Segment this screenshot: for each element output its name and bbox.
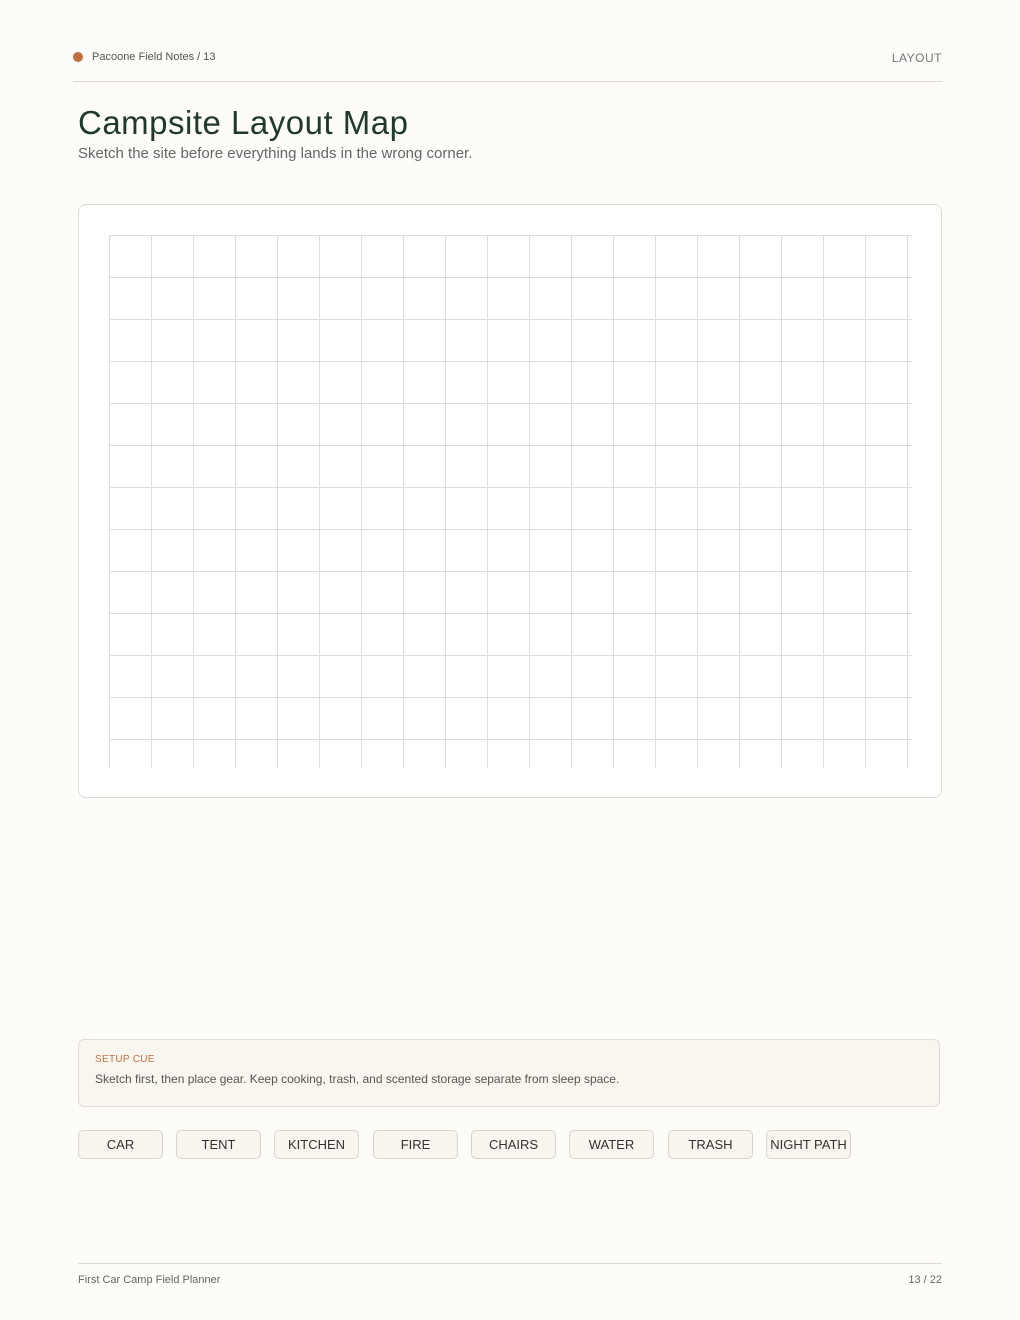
page-subtitle: Sketch the site before everything lands in the wrong corner. <box>78 145 473 162</box>
page-footer <box>78 1263 942 1286</box>
tag-kitchen[interactable]: KITCHEN <box>274 1130 359 1159</box>
sketch-grid[interactable] <box>109 235 912 768</box>
setup-cue-text: Sketch first, then place gear. Keep cooking, trash, and scented storage separate from sleep space. <box>95 1072 620 1086</box>
brand-dot-icon <box>73 52 83 62</box>
tag-chairs[interactable]: CHAIRS <box>471 1130 556 1159</box>
tag-water[interactable]: WATER <box>569 1130 654 1159</box>
setup-cue-box <box>78 1039 940 1107</box>
page-header <box>73 50 942 82</box>
page-title: Campsite Layout Map <box>78 104 409 141</box>
brand-label: Pacoone Field Notes / 13 <box>92 51 216 63</box>
tag-night-path[interactable]: NIGHT PATH <box>766 1130 851 1159</box>
tag-tent[interactable]: TENT <box>176 1130 261 1159</box>
tag-car[interactable]: CAR <box>78 1130 163 1159</box>
footer-page-number: 13 / 22 <box>908 1274 942 1286</box>
layout-map-card <box>78 204 942 798</box>
tag-trash[interactable]: TRASH <box>668 1130 753 1159</box>
section-label: LAYOUT <box>891 51 942 65</box>
setup-cue-label: SETUP CUE <box>95 1054 155 1065</box>
tag-fire[interactable]: FIRE <box>373 1130 458 1159</box>
footer-planner-title: First Car Camp Field Planner <box>78 1274 221 1286</box>
